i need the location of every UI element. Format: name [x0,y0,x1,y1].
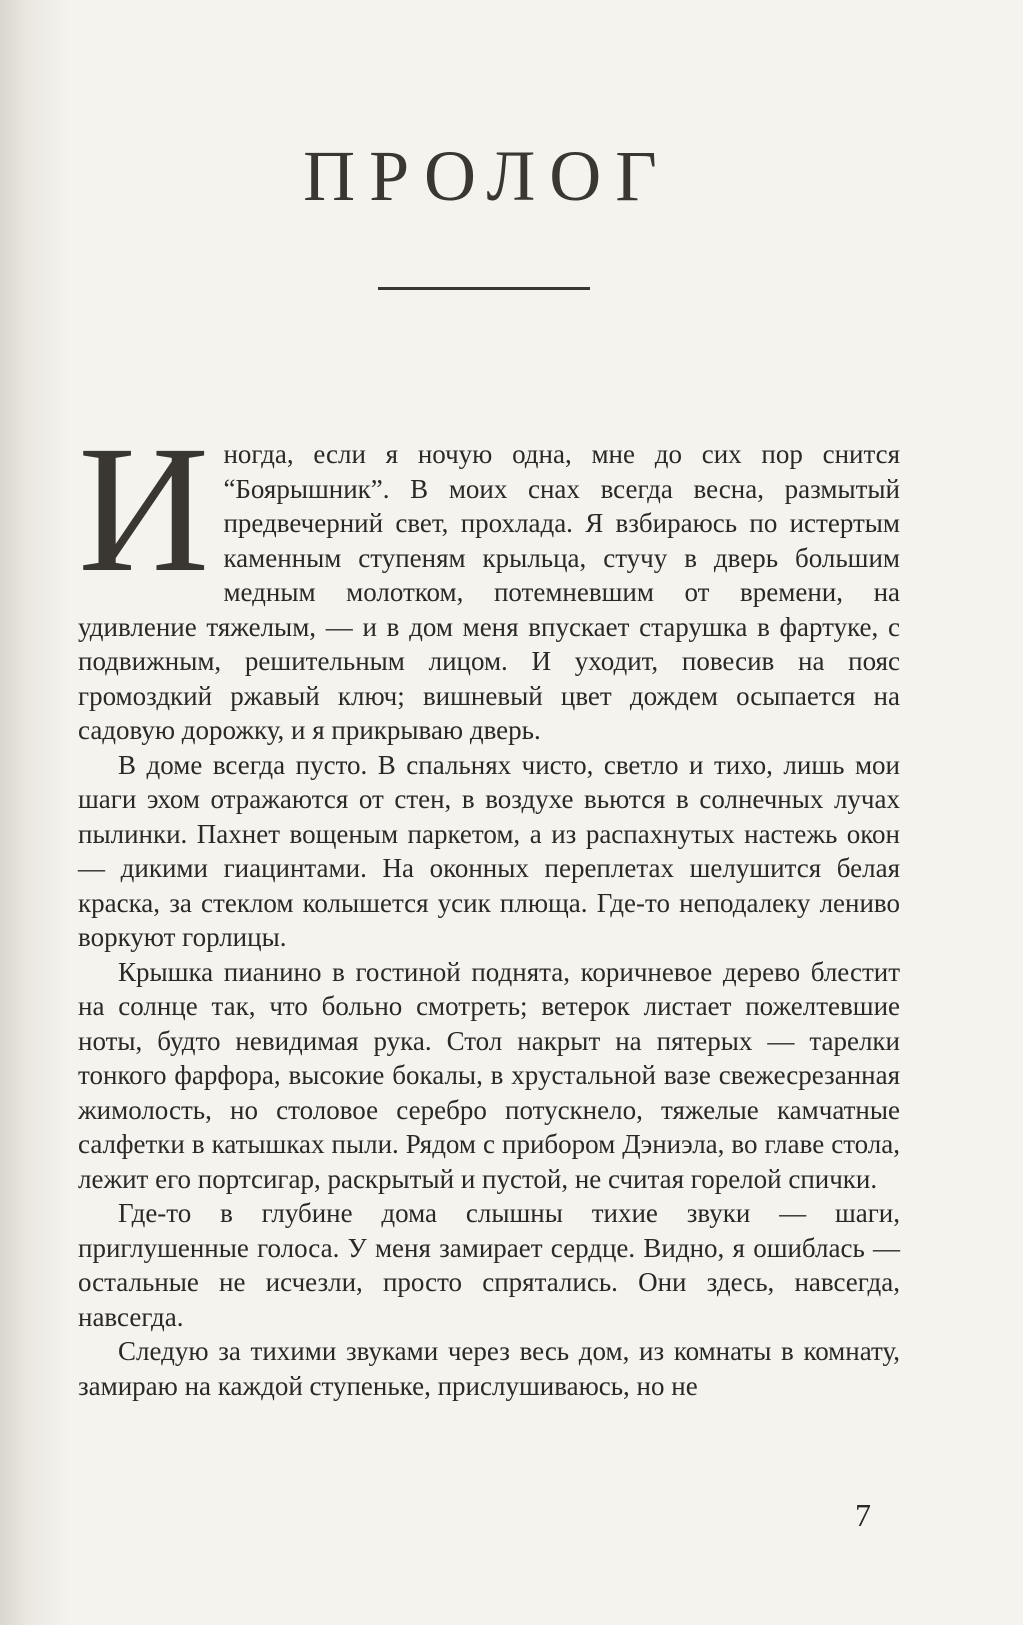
chapter-title: ПРОЛОГ [303,136,671,216]
title-divider [378,287,590,290]
drop-cap: И [78,409,210,610]
paragraph-1-text: ногда, если я ночую одна, мне до сих пор снится “Боярышник”. В моих снах всегда весна, размытый предвечерний свет, прохлада. Я взбираюсь по истертым каменным ступеням крыльца, стучу в дверь большим медным молотком, потемневшим от времени, на удивление тяжелым, — и в дом меня впускает старушка в фартуке, с подвижным, решительным лицом. И уходит, повесив на пояс громоздкий ржавый ключ; вишневый цвет дождем осыпается на садовую дорожку, и я прикрываю дверь. [78,439,900,745]
paragraph-2: В доме всегда пусто. В спальнях чисто, светло и тихо, лишь мои шаги эхом отражаются от стен, в воздухе вьются в солнечных лучах пылинки. Пахнет вощеным паркетом, а из распахнутых настежь окон — дикими гиацинтами. На оконных переплетах шелушится белая краска, за стеклом колышется усик плюща. Где-то неподалеку лениво воркуют горлицы. [78,749,900,952]
paragraph-5: Следую за тихими звуками через весь дом, из комнаты в комнату, замираю на каждой ступеньке, прислушиваюсь, но не [78,1336,900,1401]
paragraph-1 [78,409,900,748]
paragraph-4: Где-то в глубине дома слышны тихие звуки — шаги, приглушенные голоса. У меня замирает сердце. Видно, я ошиблась — остальные не исчезли, просто спрятались. Они здесь, навсегда, навсегда. [78,1198,900,1332]
paragraph-3: Крышка пианино в гостиной поднята, коричневое дерево блестит на солнце так, что больно смотреть; ветерок листает пожелтевшие ноты, будто невидимая рука. Стол накрыт на пятерых — тарелки тонкого фарфора, высокие бокалы, в хрустальной вазе свежесрезанная жимолость, но столовое серебро потускнело, тяжелые камчатные салфетки в катышках пыли. Рядом с прибором Дэниэла, во главе стола, лежит его портсигар, раскрытый и пустой, не считая горелой спички. [78,956,900,1194]
body-text [78,409,900,1403]
page-number: 7 [855,1497,871,1533]
